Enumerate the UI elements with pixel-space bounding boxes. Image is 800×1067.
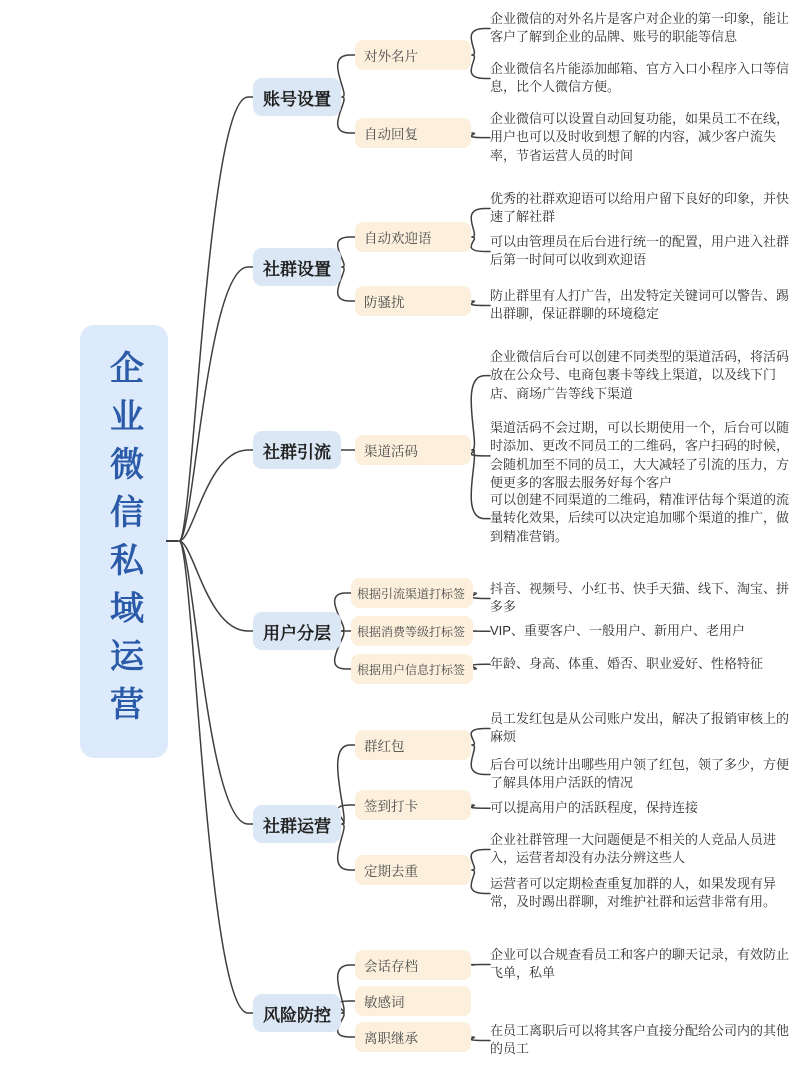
branch-community-operation: 社群运营 [253,805,341,843]
note-live-code-3: 可以创建不同渠道的二维码，精准评估每个渠道的流量转化效果，后续可以决定追加哪个渠道的推广，做到精准营销。 [490,492,790,544]
note-tag-channel-1: 抖音、视频号、小红书、快手天猫、线下、淘宝、拼多多 [490,581,790,615]
branch-user-segmentation: 用户分层 [253,612,341,650]
branch-community-settings: 社群设置 [253,248,341,286]
branch-community-traffic: 社群引流 [253,431,341,469]
root-fan-anchor [166,540,178,542]
child-channel-live-code: 渠道活码 [355,435,471,465]
child-welcome-message: 自动欢迎语 [355,222,471,252]
note-check-in-1: 可以提高用户的活跃程度，保持连接 [490,800,699,815]
root-topic-node: 企业微信私域运营 [80,325,168,758]
branch-account-settings: 账号设置 [253,78,341,116]
child-anti-spam: 防骚扰 [355,286,471,316]
note-chat-archive-1: 企业可以合规查看员工和客户的聊天记录，有效防止飞单，私单 [490,947,790,981]
branch-risk-control: 风险防控 [253,994,341,1032]
note-tag-consumption-1: VIP、重要客户、一般用户、新用户、老用户 [490,623,745,638]
note-red-packet-2: 后台可以统计出哪些用户领了红包，领了多少，方便了解具体用户活跃的情况 [490,757,790,791]
child-tag-by-channel: 根据引流渠道打标签 [351,578,473,608]
child-resignation-inheritance: 离职继承 [355,1022,471,1052]
note-inheritance-1: 在员工离职后可以将其客户直接分配给公司内的其他的员工 [490,1023,790,1057]
note-dedup-2: 运营者可以定期检查重复加群的人，如果发现有异常，及时踢出群聊，对维护社群和运营非常有用。 [490,876,777,910]
child-group-red-packet: 群红包 [355,730,471,760]
note-business-card-1: 企业微信的对外名片是客户对企业的第一印象，能让客户了解到企业的品牌、账号的职能等信息 [490,11,790,45]
child-tag-by-consumption: 根据消费等级打标签 [351,616,473,646]
child-chat-archive: 会话存档 [355,950,471,980]
child-tag-by-user-info: 根据用户信息打标签 [351,654,473,684]
note-dedup-1: 企业社群管理一大问题便是不相关的人竞品人员进入，运营者却没有办法分辨这些人 [490,832,777,866]
child-business-card: 对外名片 [355,40,471,70]
note-welcome-2: 可以由管理员在后台进行统一的配置，用户进入社群后第一时间可以收到欢迎语 [490,234,790,268]
note-live-code-2: 渠道活码不会过期，可以长期使用一个，后台可以随时添加、更改不同员工的二维码，客户扫码的时候，会随机加至不同的员工，大大减轻了引流的压力，方便更多的客服去服务好每个客户 [490,420,790,491]
note-red-packet-1: 员工发红包是从公司账户发出，解决了报销审核上的麻烦 [490,711,790,745]
note-business-card-2: 企业微信名片能添加邮箱、官方入口小程序入口等信息，比个人微信方便。 [490,61,790,95]
child-sensitive-words: 敏感词 [355,986,471,1016]
note-welcome-1: 优秀的社群欢迎语可以给用户留下良好的印象，并快速了解社群 [490,191,790,225]
child-auto-reply: 自动回复 [355,118,471,148]
note-anti-spam-1: 防止群里有人打广告，出发特定关键词可以警告、踢出群聊，保证群聊的环境稳定 [490,288,790,322]
note-live-code-1: 企业微信后台可以创建不同类型的渠道活码，将活码放在公众号、电商包裹卡等线上渠道，以及线下门店、商场广告等线下渠道 [490,349,790,401]
child-check-in: 签到打卡 [355,790,471,820]
note-tag-user-info-1: 年龄、身高、体重、婚否、职业爱好、性格特征 [490,656,764,671]
child-periodic-dedup: 定期去重 [355,855,471,885]
note-auto-reply-1: 企业微信可以设置自动回复功能，如果员工不在线，用户也可以及时收到想了解的内容，减少客户流失率，节省运营人员的时间 [490,111,790,163]
